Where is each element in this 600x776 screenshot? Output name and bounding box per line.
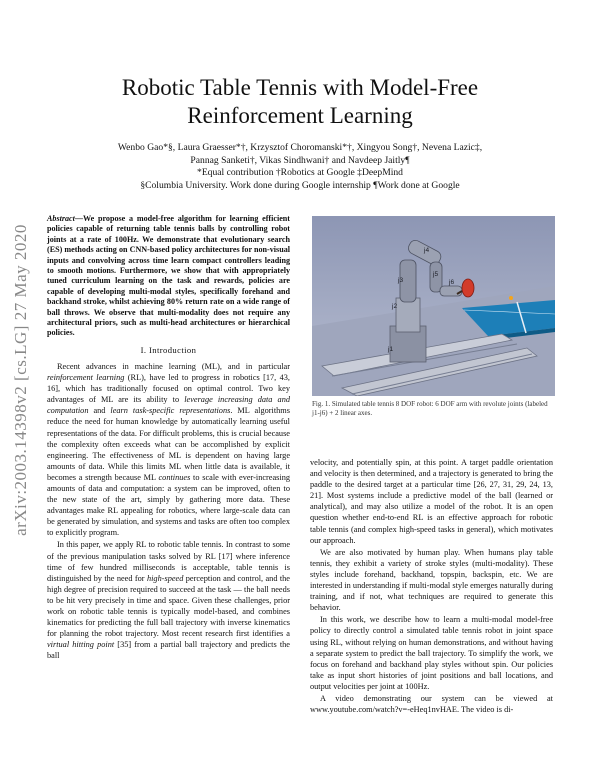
right-paragraph-1: velocity, and potentially spin, at this point. A target paddle orientation and velocity is then determined, and a trajectory is generated to bring the paddle to the desired target at a particular time [26, 27, 31, 29, 24, 13, 21]. Most systems include a predictive model of the ball (learned or analytical), and may also utilize a model of the robot. It is an open question whether end-to-end RL is an effective approach for robotic table tennis (and complex high-speed tasks in general), which motivates our approach. xyxy=(310,458,553,545)
right-column xyxy=(310,457,553,715)
joint-label-4: j4 xyxy=(424,247,430,254)
section-heading-introduction: I. Introduction xyxy=(140,344,197,355)
right-paragraph-3: In this work, we describe how to learn a multi-modal model-free policy to directly control a simulated table tennis robot in joint space using RL, without relying on human demonstrations, and without having a separate system to predict the ball trajectory. To simplify the work, we focus on forehand and backhand play styles without spin. Our policies take as input short histories of joint positions and ball locations, and output velocities per joint at 100Hz. xyxy=(310,615,553,691)
abstract-text: —We propose a model-free algorithm for learning efficient policies capable of returning table tennis balls by controlling robot joints at a rate of 100Hz. We demonstrate that evolutionary search (ES) methods acting on CNN-based policy architectures for non-visual inputs and convolving across time learn compact controllers leading to smooth motions. Furthermore, we show that with appropriately tuned curriculum learning on the task and rewards, policies are capable of developing multi-modal styles, specifically forehand and backhand stroke, whilst achieving 80% return rate on a wide range of ball throws. We observe that multi-modality does not require any architectural priors, such as multi-head architectures or hierarchical policies. xyxy=(47,214,290,338)
affiliations-line-2: §Columbia University. Work done during Google internship ¶Work done at Google xyxy=(140,179,460,191)
abstract xyxy=(47,214,290,339)
arxiv-identifier xyxy=(6,200,36,560)
abstract-label: Abstract xyxy=(47,214,75,223)
joint-label-3: j3 xyxy=(398,277,404,284)
right-paragraph-2: We are also motivated by human play. When humans play table tennis, they exhibit a variety of stroke styles (multi-modality). These styles include forehand, backhand, topspin, backspin, etc. We are interested in understanding if multi-modal style emerges naturally during training, and if not, what techniques are required to generate this behavior. xyxy=(310,547,553,613)
paddle xyxy=(462,279,474,297)
left-column xyxy=(47,214,290,662)
affiliations-line-1: *Equal contribution †Robotics at Google ‡DeepMind xyxy=(197,167,403,178)
arxiv-stamp: arXiv:2003.14398v2 [cs.LG] 27 May 2020 xyxy=(11,224,30,536)
joint-label-6: j6 xyxy=(449,279,455,286)
joint-label-1: j1 xyxy=(388,346,394,353)
paper-title xyxy=(60,74,540,130)
robot-render-image xyxy=(312,216,555,396)
authors-line-1: Wenbo Gao*§, Laura Graesser*†, Krzysztof Choromanski*†, Xingyou Song†, Nevena Lazic‡, xyxy=(117,142,483,153)
intro-paragraph-2: In this paper, we apply RL to robotic table tennis. In contrast to some of the previous manipulation tasks solved by RL [17] where inference time of few hundred milliseconds is acceptable, table tennis is distinguished by the need for high-speed perception and control, and the high degree of precision required to succeed at the task — the ball needs to be hit very precisely in time and space. Given these challenges, prior work on robotic table tennis is typically model-based, and combines kinematics for predicting the full ball trajectory with inverse kinematics for planning the robot trajectory. Most recent research first identifies a virtual hitting point [35] from a partial ball trajectory and predicts the ball xyxy=(47,540,290,661)
ball xyxy=(509,296,513,300)
joint-label-5: j5 xyxy=(433,271,439,278)
authors-line-2: Pannag Sanketi†, Vikas Sindhwani† and Navdeep Jaitly¶ xyxy=(190,154,410,166)
title-line-1: Robotic Table Tennis with Model-Free xyxy=(121,75,479,100)
author-block xyxy=(60,142,540,192)
figure-caption: Fig. 1. Simulated table tennis 8 DOF robot: 6 DOF arm with revolute joints (labeled j1-j6) + 2 linear axes. xyxy=(312,400,548,417)
intro-paragraph-1: Recent advances in machine learning (ML), and in particular reinforcement learning (RL), have led to progress in robotics [17, 43, 16], which has traditionally focused on optimal control. Two key advantages of ML are its ability to leverage increasing data and computation and learn task-specific representations. ML algorithms reduce the need for human knowledge by automatically learning useful representations of the data. For difficult problems, this is crucial because the complexity often exceeds what can be accomplished by explicit engineering. The effectiveness of ML is dependent on having large amounts of data. While this limits ML when little data is available, it becomes a strength because ML continues to scale with ever-increasing amounts of data and computation: a system can be improved, often to the new state of the art, simply by gathering more data. These advantages make RL appealing for robotics, where large-scale data can be generated by simulation, and systems and tasks are often too complex to explicitly program. xyxy=(47,361,291,538)
figure-robot-simulation xyxy=(312,216,555,396)
joint-label-2: j2 xyxy=(392,303,398,310)
title-line-2: Reinforcement Learning xyxy=(187,103,413,128)
right-paragraph-4: A video demonstrating our system can be viewed at www.youtube.com/watch?v=-eHeq1nvHAE. The video is di- xyxy=(310,693,553,715)
